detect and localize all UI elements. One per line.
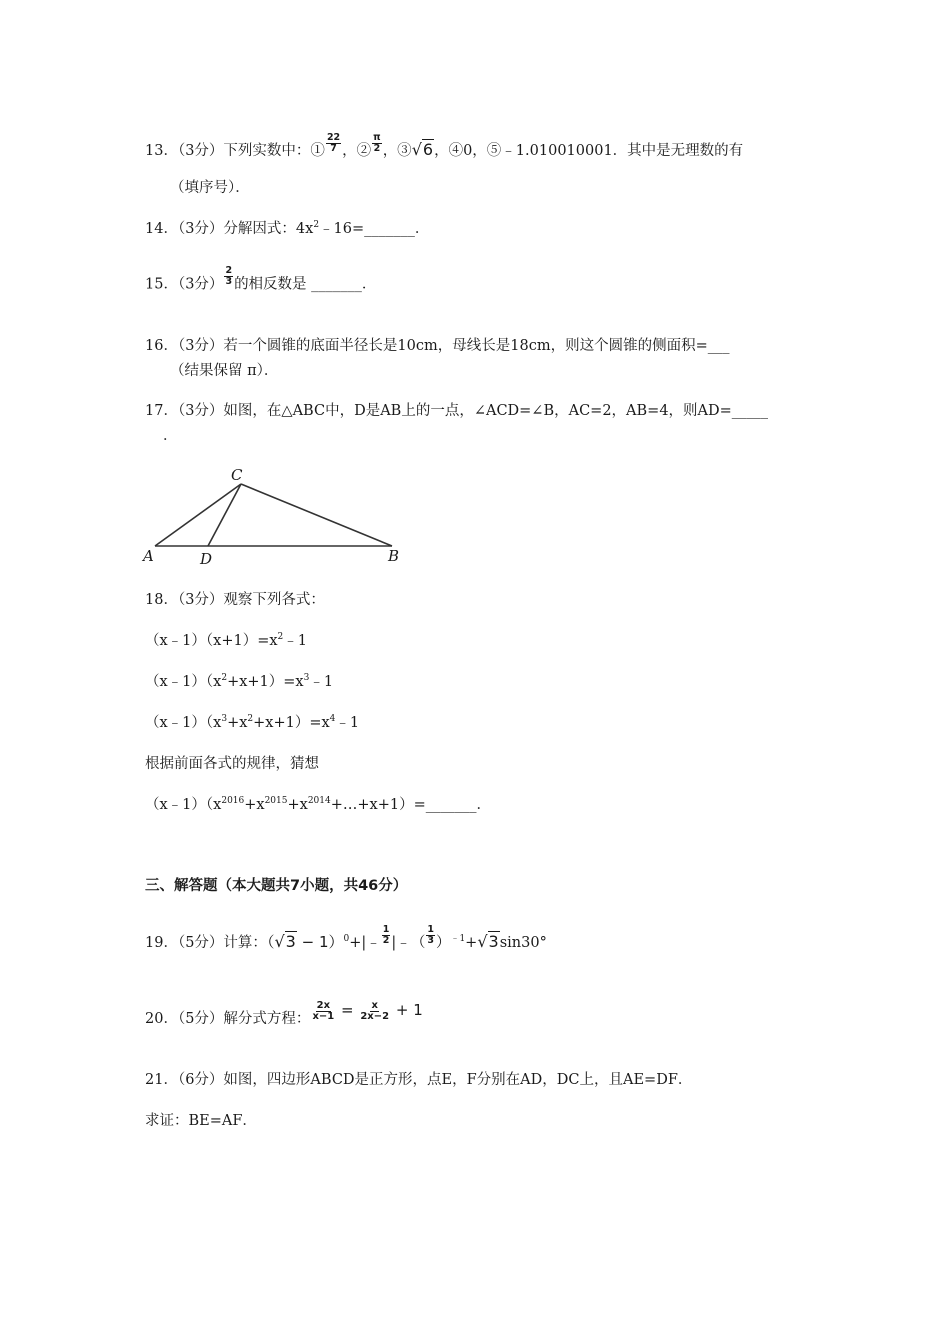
- q20-line: 20．（5分）解分式方程： $\frac{2x}{x-1}$ = $\frac{x}{2x-2}$ + 1: [145, 999, 423, 1027]
- q13-lead: 13．（3分）下列实数中：①: [145, 143, 325, 159]
- q13-line1: 13．（3分）下列实数中：① $\frac{22}{7}$ ，② $\frac{\pi}{2}$ ，③√6，④0，⑤﹣1.010010001．其中是无理数的有: [145, 131, 744, 159]
- q21-line2: 求证：BE=AF．: [145, 1113, 257, 1129]
- q13-sqrt-6: √6: [411, 140, 434, 159]
- q19-paren-expression: （√3 − 1）: [266, 932, 344, 951]
- q19-sqrt-3-second: √3: [477, 932, 499, 951]
- q18-title: 18．（3分）观察下列各式：: [145, 592, 325, 608]
- q17-line2: ．: [163, 428, 178, 444]
- q16-line1: 16．（3分）若一个圆锥的底面半径长是10cm，母线长是18cm，则这个圆锥的侧面积=___: [145, 338, 730, 354]
- q13-fraction-pi-2: $\frac{\pi}{2}$: [373, 131, 381, 154]
- q19-fraction-1-3: $\frac{1}{3}$: [427, 923, 434, 946]
- segment-cb: [241, 484, 392, 546]
- q17-triangle-figure: [140, 460, 410, 570]
- q14-line: 14．（3分）分解因式：$4x^2﹣16=\_\_\_\_\_\_\_$．: [145, 220, 430, 237]
- q18-eq4: $(x﹣1)(x^{2016}+x^{2015}+x^{2014}+\dots+x+1)=\_\_\_\_\_\_\_$．: [145, 796, 491, 813]
- q20-fraction-right: $\frac{x}{2x-2}$: [360, 999, 390, 1022]
- q15-line: 15．（3分） $\frac{2}{3}$ 的相反数是 _______．: [145, 265, 377, 293]
- segment-ac: [155, 484, 241, 546]
- label-c: C: [231, 466, 243, 484]
- q19-sqrt-3: √3: [274, 932, 296, 951]
- q13-line2: （填序号）．: [170, 180, 250, 196]
- label-b: B: [388, 547, 400, 565]
- segment-cd: [208, 484, 241, 546]
- q20-fraction-left: $\frac{2x}{x-1}$: [312, 999, 335, 1022]
- section3-title: 三、解答题（本大题共7小题，共46分）: [145, 878, 408, 894]
- q19-line: 19．（5分）计算：$(√3 - 1)^0+|﹣$ $\frac{1}{2}$ |﹣（ $\frac{1}{3}$ ）$^{﹣1}$+√3sin30°: [145, 923, 547, 951]
- q16-line2: （结果保留 π）．: [170, 363, 279, 379]
- q13-fraction-22-7: $\frac{22}{7}$: [326, 131, 341, 154]
- q19-fraction-1-2: $\frac{1}{2}$: [382, 923, 390, 946]
- q17-line1: 17．（3分）如图，在△ABC中，D是AB上的一点，∠ACD=∠B，AC=2，AB=4，则AD=_____: [145, 403, 769, 419]
- label-a: A: [143, 547, 154, 565]
- q21-line1: 21．（6分）如图，四边形ABCD是正方形，点E，F分别在AD，DC上，且AE=DF．: [145, 1072, 693, 1088]
- q15-fraction-2-3: $\frac{2}{3}$: [225, 265, 233, 287]
- q18-eq2: $(x﹣1)(x^2+x+1)=x^3﹣1$: [145, 673, 334, 690]
- q18-eq1: $(x﹣1)(x+1)=x^2﹣1$: [145, 632, 308, 649]
- q18-eq3: $(x﹣1)(x^3+x^2+x+1)=x^4﹣1$: [145, 714, 360, 731]
- label-d: D: [200, 550, 213, 568]
- q18-guess: 根据前面各式的规律，猜想: [145, 756, 319, 772]
